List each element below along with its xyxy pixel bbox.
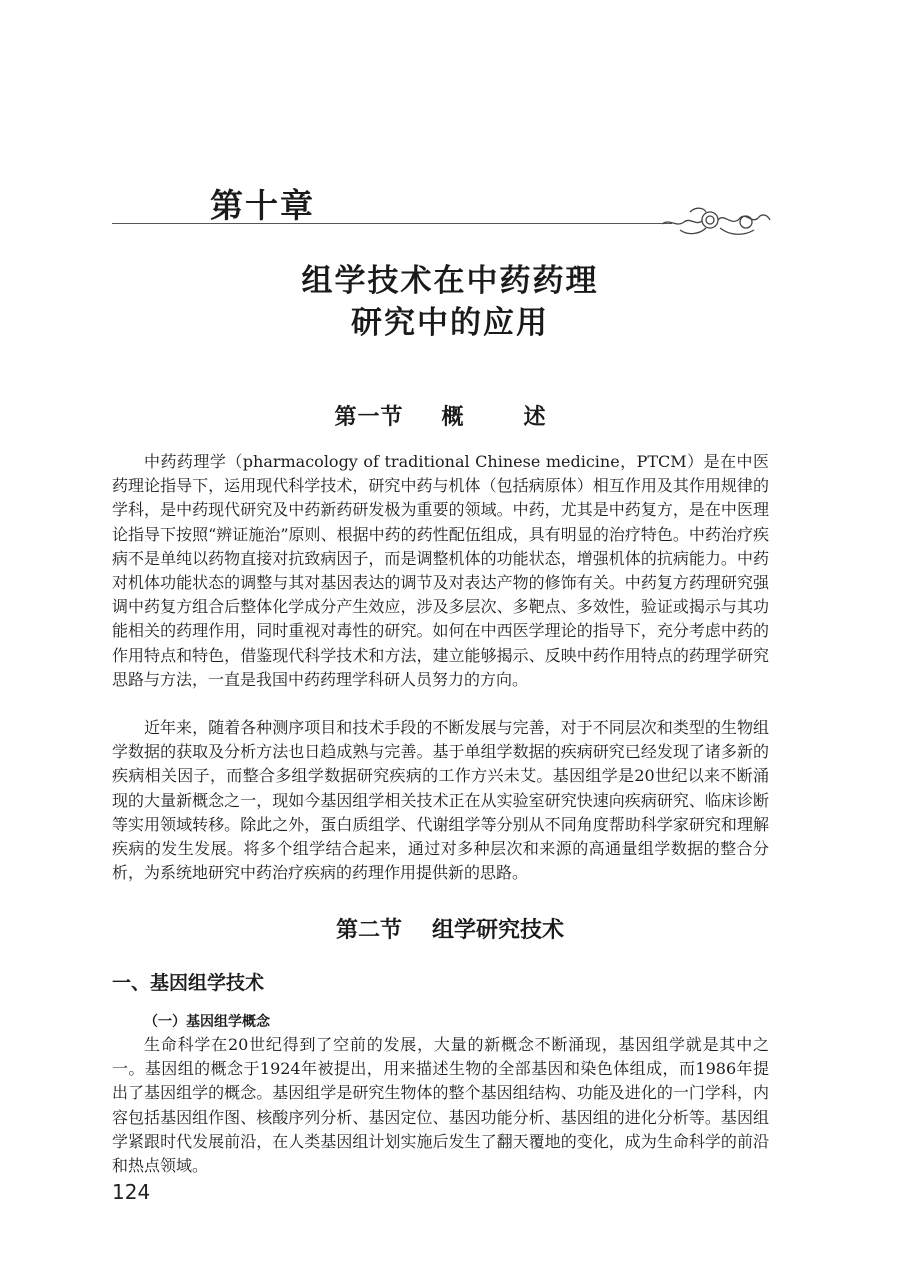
section-2-heading: [0, 913, 900, 944]
section-1-number: 第一节: [334, 405, 404, 430]
section-2-title: 组学研究技术: [432, 918, 565, 943]
section-1-paragraph-1: 中药药理学（pharmacology of traditional Chinese medicine，PTCM）是在中医药理论指导下，运用现代科学技术，研究中药与机体（包括病原体）相互作用及其作用规律的学科，是中药现代研究及中药新药研发极为重要的领域。中药，尤其是中药复方，是在中医理论指导下按照“辨证施治”原则、根据中药的药性配伍组成，具有明显的治疗特色。中药治疗疾病不是单纯以药物直接对抗致病因子，而是调整机体的功能状态，增强机体的抗病能力。中药对机体功能状态的调整与其对基因表达的调节及对表达产物的修饰有关。中药复方药理研究强调中药复方组合后整体化学成分产生效应，涉及多层次、多靶点、多效性，验证或揭示与其功能相关的药理作用，同时重视对毒性的研究。如何在中西医学理论的指导下，充分考虑中药的作用特点和特色，借鉴现代科学技术和方法，建立能够揭示、反映中药作用特点的药理学研究思路与方法，一直是我国中药药理学科研人员努力的方向。: [112, 452, 769, 689]
section-2-paragraph: 生命科学在20世纪得到了空前的发展，大量的新概念不断涌现，基因组学就是其中之一。基因组的概念于1924年被提出，用来描述生物的全部基因和染色体组成，而1986年提出了基因组学的概念。基因组学是研究生物体的整个基因组结构、功能及进化的一门学科，内容包括基因组作图、核酸序列分析、基因定位、基因功能分析、基因组的进化分析等。基因组学紧跟时代发展前沿，在人类基因组计划实施后发生了翻天覆地的变化，成为生命科学的前沿和热点领域。: [112, 1035, 769, 1176]
page-number: 124: [112, 1180, 151, 1204]
subsubsection-heading: （一）基因组学概念: [144, 1014, 270, 1030]
chapter-label: 第十章: [210, 186, 315, 225]
section-1-paragraph-2: 近年来，随着各种测序项目和技术手段的不断发展与完善，对于不同层次和类型的生物组学数据的获取及分析方法也日趋成熟与完善。基于单组学数据的疾病研究已经发现了诸多新的疾病相关因子，而整合多组学数据研究疾病的工作方兴未艾。基因组学是20世纪以来不断涌现的大量新概念之一，现如今基因组学相关技术正在从实验室研究快速向疾病研究、临床诊断等实用领域转移。除此之外，蛋白质组学、代谢组学等分别从不同角度帮助科学家研究和理解疾病的发生发展。将多个组学结合起来，通过对多种层次和来源的高通量组学数据的整合分析，为系统地研究中药治疗疾病的药理作用提供新的思路。: [112, 718, 769, 883]
chapter-title-line-1: 组学技术在中药药理: [301, 263, 599, 299]
section-1-heading: [0, 400, 900, 431]
section-1-title: 概述: [441, 405, 606, 430]
section-2-number: 第二节: [335, 918, 402, 943]
floral-scroll-ornament-icon: [660, 200, 772, 240]
chapter-rule: [112, 223, 672, 224]
subsection-heading: 一、基因组学技术: [112, 972, 265, 994]
chapter-title-line-2: 研究中的应用: [351, 305, 549, 341]
